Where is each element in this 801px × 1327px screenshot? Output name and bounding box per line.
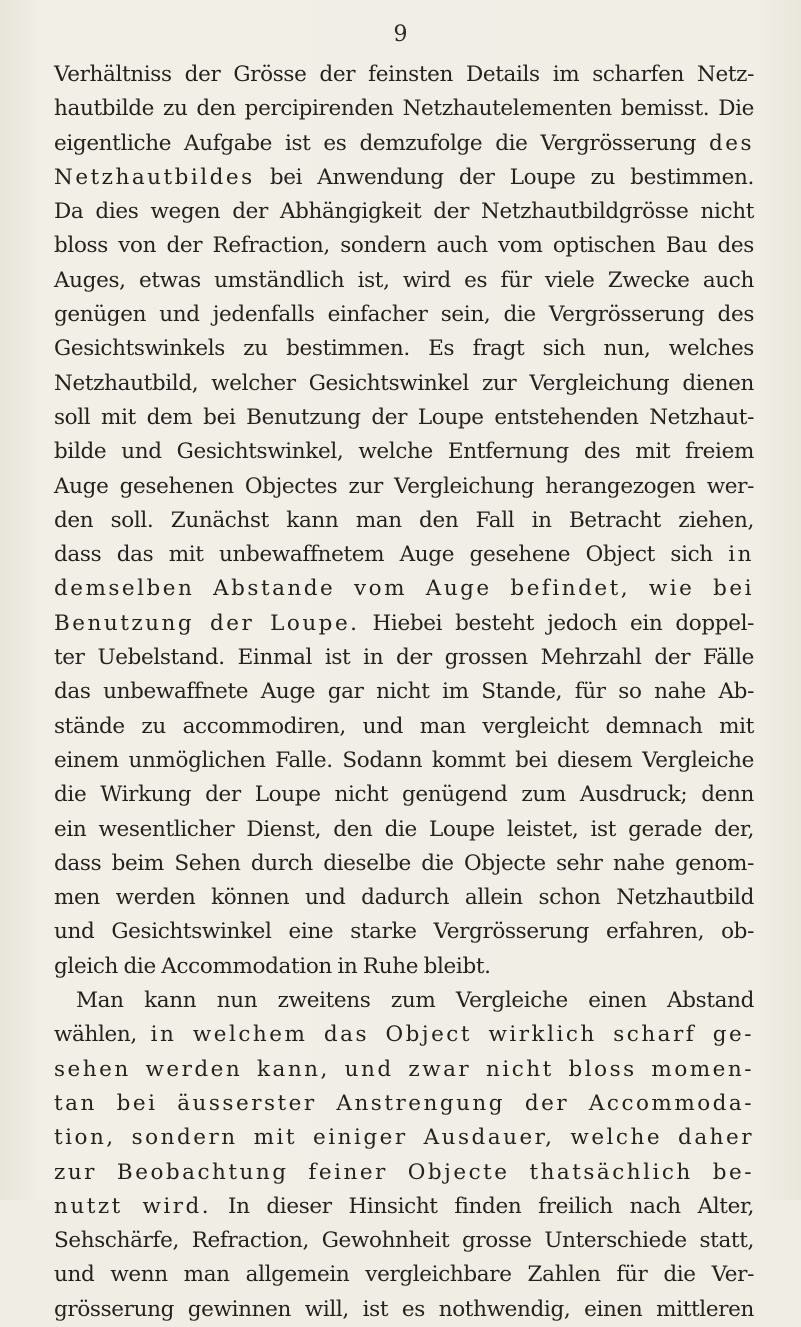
spaced-word: des <box>708 130 755 156</box>
text-segment: Hiebei besteht jedoch ein doppel- <box>372 610 755 636</box>
text-segment: men werden können und dadurch allein schon Netzhautbild <box>54 885 754 911</box>
text-segment: gleich die Accommodation in Ruhe bleibt. <box>54 953 491 979</box>
spaced-word: zur Beobachtung feiner Objecte thatsächlich be- <box>54 1159 754 1185</box>
text-line-3 <box>54 127 754 161</box>
text-line-36 <box>54 1258 754 1292</box>
text-segment: In dieser Hinsicht finden freilich nach Alter, <box>227 1193 754 1219</box>
text-segment: ein wesentlicher Dienst, den die Loupe leistet, ist gerade der, <box>54 816 754 842</box>
text-segment: bilde und Gesichtswinkel, welche Entfernung des mit freiem <box>54 439 754 465</box>
text-segment: genügen und jedenfalls einfacher sein, die Vergrösserung des <box>54 302 754 328</box>
text-line-23 <box>54 813 754 847</box>
text-line-4 <box>54 161 754 195</box>
text-segment: Auges, etwas umständlich ist, wird es für viele Zwecke auch <box>54 267 754 293</box>
text-line-37 <box>54 1293 754 1327</box>
text-line-22 <box>54 778 754 812</box>
text-line-7 <box>54 264 754 298</box>
text-segment: und wenn man allgemein vergleichbare Zahlen für die Ver- <box>54 1262 754 1288</box>
spaced-word: in welchem das Object wirklich scharf ge- <box>150 1022 755 1048</box>
text-segment: das unbewaffnete Auge gar nicht im Stande, für so nahe Ab- <box>54 679 754 705</box>
text-line-32 <box>54 1121 754 1155</box>
text-line-13 <box>54 470 754 504</box>
text-segment: Da dies wegen der Abhängigkeit der Netzhautbildgrösse nicht <box>54 199 754 225</box>
text-segment: stände zu accommodiren, und man vergleicht demnach mit <box>54 713 754 739</box>
text-line-6 <box>54 229 754 263</box>
text-line-29 <box>54 1018 754 1052</box>
text-line-16 <box>54 572 754 606</box>
text-line-21 <box>54 744 754 778</box>
text-segment: ter Uebelstand. Einmal ist in der grossen Mehrzahl der Fälle <box>54 645 754 671</box>
text-segment: grösserung gewinnen will, ist es nothwendig, einen mittleren <box>54 1296 754 1322</box>
text-segment: eigentliche Aufgabe ist es demzufolge die Vergrösserung <box>54 130 697 156</box>
text-segment: Sehschärfe, Refraction, Gewohnheit grosse Unterschiede statt, <box>54 1228 754 1254</box>
text-segment: die Wirkung der Loupe nicht genügend zum Ausdruck; denn <box>54 782 754 808</box>
text-line-28 <box>54 984 754 1018</box>
text-segment: einem unmöglichen Falle. Sodann kommt bei diesem Vergleiche <box>54 747 754 773</box>
text-line-35 <box>54 1224 754 1258</box>
text-line-5 <box>54 195 754 229</box>
text-line-31 <box>54 1087 754 1121</box>
text-segment: Gesichtswinkels zu bestimmen. Es fragt sich nun, welches <box>54 336 754 362</box>
text-line-20 <box>54 710 754 744</box>
text-segment: dass das mit unbewaffnetem Auge gesehene Object sich <box>54 542 713 568</box>
text-segment: und Gesichtswinkel eine starke Vergrösserung erfahren, ob- <box>54 919 754 945</box>
text-line-24 <box>54 847 754 881</box>
text-segment: Verhältniss der Grösse der feinsten Details im scharfen Netz- <box>54 62 754 87</box>
text-segment: den soll. Zunächst kann man den Fall in Betracht ziehen, <box>54 507 754 533</box>
text-line-11 <box>54 401 754 435</box>
text-line-17 <box>54 607 754 641</box>
text-segment: bloss von der Refraction, sondern auch vom optischen Bau des <box>54 233 754 259</box>
text-line-2 <box>54 92 754 126</box>
spaced-word: Benutzung der Loupe. <box>54 610 360 636</box>
text-line-15 <box>54 538 754 572</box>
text-segment: hautbilde zu den percipirenden Netzhautelementen bemisst. Die <box>54 96 754 122</box>
text-line-19 <box>54 675 754 709</box>
text-line-10 <box>54 367 754 401</box>
text-line-18 <box>54 641 754 675</box>
spaced-word: sehen werden kann, und zwar nicht bloss momen- <box>54 1056 754 1082</box>
text-segment: bei Anwendung der Loupe zu bestimmen. <box>269 164 754 190</box>
text-segment: wählen, <box>54 1022 137 1048</box>
spaced-word: Netzhautbildes <box>54 164 255 190</box>
text-line-9 <box>54 332 754 366</box>
spaced-word: tion, sondern mit einiger Ausdauer, welche daher <box>54 1125 754 1151</box>
text-line-26 <box>54 915 754 949</box>
text-line-34 <box>54 1190 754 1224</box>
text-line-1 <box>54 58 754 92</box>
text-segment: Auge gesehenen Objectes zur Vergleichung herangezogen wer- <box>54 473 754 499</box>
text-segment: Netzhautbild, welcher Gesichtswinkel zur Vergleichung dienen <box>54 370 754 396</box>
spaced-word: tan bei äusserster Anstrengung der Accommoda- <box>54 1090 754 1116</box>
text-line-27 <box>54 950 754 984</box>
spaced-word: nutzt wird. <box>54 1193 212 1219</box>
text-segment: dass beim Sehen durch dieselbe die Objecte sehr nahe genom- <box>54 850 754 876</box>
text-line-30 <box>54 1053 754 1087</box>
text-line-33 <box>54 1156 754 1190</box>
text-segment: soll mit dem bei Benutzung der Loupe entstehenden Netzhaut- <box>54 404 754 430</box>
text-line-14 <box>54 504 754 538</box>
text-line-12 <box>54 435 754 469</box>
text-line-8 <box>54 298 754 332</box>
text-segment: Man kann nun zweitens zum Vergleiche einen Abstand <box>76 988 754 1014</box>
page-number: 9 <box>393 22 408 47</box>
body-text <box>54 58 754 1327</box>
spaced-word: in <box>728 542 754 568</box>
text-line-25 <box>54 881 754 915</box>
spaced-word: demselben Abstande vom Auge befindet, wie bei <box>54 576 754 602</box>
